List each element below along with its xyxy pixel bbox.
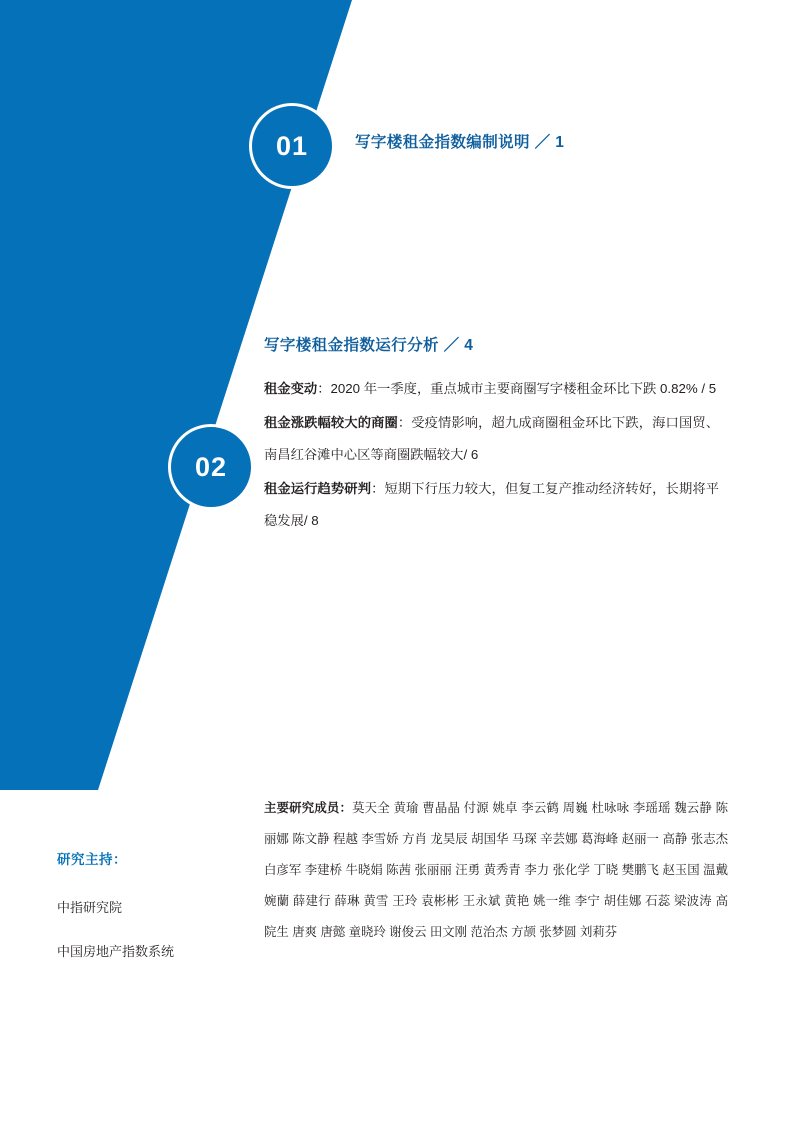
research-host-org-1: 中指研究院 — [57, 900, 123, 915]
section-title-02: 写字楼租金指数运行分析 ／ 4 — [264, 337, 474, 354]
researchers-block — [264, 793, 728, 948]
researchers-names: 莫天全 黄瑜 曹晶晶 付源 姚卓 李云鹤 周巍 杜咏咏 李瑶瑶 魏云静 陈丽娜 陈文静 程越 李雪娇 方肖 龙昊辰 胡国华 马琛 辛芸娜 葛海峰 赵丽一 高静 张志杰 白彦军 李建桥 牛晓娟 陈茜 张丽丽 汪勇 黄秀青 李力 张化学 丁晓 樊鹏飞 赵玉国 温戴婉蘭 薛建行 薛琳 黄雪 王玲 袁彬彬 王永斌 黄艳 姚一维 李宁 胡佳娜 石蕊 梁波涛 高院生 唐爽 唐懿 童晓玲 谢俊云 田文刚 范治杰 方颉 张梦圆 刘莉芬 — [264, 801, 728, 939]
toc-item-text: ：受疫情影响，超九成商圈租金环比下跌，海口国贸、南昌红谷滩中心区等商圈跌幅较大/ 6 — [264, 415, 720, 462]
section-02-content — [264, 333, 719, 539]
toc-item-large-change-districts — [264, 407, 719, 471]
toc-item-rent-change — [264, 373, 719, 405]
section-number-02: 02 — [168, 424, 254, 510]
toc-item-label: 租金变动 — [264, 381, 318, 396]
research-host-label: 研究主持： — [57, 852, 127, 867]
researchers-label: 主要研究成员： — [264, 801, 353, 815]
section-title-01: 写字楼租金指数编制说明 ／ 1 — [355, 134, 565, 151]
toc-item-label: 租金运行趋势研判 — [264, 481, 372, 496]
toc-item-text: ：短期下行压力较大，但复工复产推动经济转好，长期将平稳发展/ 8 — [264, 481, 720, 528]
toc-item-text: ：2020 年一季度，重点城市主要商圈写字楼租金环比下跌 0.82% / 5 — [317, 381, 717, 396]
section-number-01: 01 — [249, 103, 335, 189]
toc-item-trend-judgement — [264, 473, 719, 537]
toc-item-label: 租金涨跌幅较大的商圈 — [264, 415, 398, 430]
research-host-org-2: 中国房地产指数系统 — [57, 944, 175, 959]
